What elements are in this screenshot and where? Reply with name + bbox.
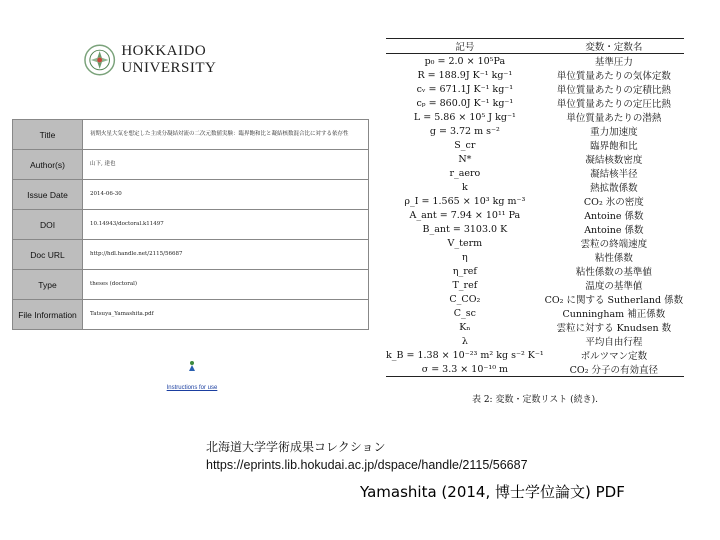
table-row	[386, 96, 684, 110]
metadata-value: http://hdl.handle.net/2115/56687	[83, 240, 369, 270]
variable-name-cell: 臨界飽和比	[590, 141, 638, 152]
university-crest-icon	[82, 42, 117, 78]
symbol-cell: ρ_I = 1.565 × 10³ kg m⁻³	[404, 195, 526, 207]
table-row	[386, 152, 684, 166]
metadata-row	[13, 210, 369, 240]
table-row	[386, 278, 684, 292]
table-row	[386, 124, 684, 138]
variable-name-cell: Antoine 係数	[584, 211, 644, 222]
col-header-name: 変数・定数名	[544, 39, 684, 54]
table-row	[386, 236, 684, 250]
table-caption: 表 2: 変数・定数リスト (続き).	[471, 395, 599, 405]
citation: Yamashita (2014, 博士学位論文) PDF	[360, 483, 625, 501]
symbol-cell: cₚ = 860.0J K⁻¹ kg⁻¹	[416, 97, 514, 109]
metadata-label: Type	[13, 270, 83, 300]
university-name: HOKKAIDO UNIVERSITY	[121, 43, 217, 76]
table-row	[386, 250, 684, 264]
table-row	[386, 180, 684, 194]
variable-name-cell: 凝結核半径	[590, 169, 638, 180]
variable-name-cell: 単位質量あたりの定積比熱	[556, 85, 671, 96]
metadata-value: theses (doctoral)	[83, 270, 369, 300]
variable-name-cell: Cunningham 補正係数	[562, 309, 666, 320]
variable-name-cell: CO₂ 氷の密度	[583, 197, 644, 208]
metadata-value: 10.14943/doctoral.k11497	[83, 210, 369, 240]
metadata-row	[13, 180, 369, 210]
symbol-cell: k	[461, 181, 468, 193]
symbol-cell: T_ref	[452, 279, 478, 291]
variable-name-cell: 粘性係数	[594, 253, 633, 264]
metadata-label: DOI	[13, 210, 83, 240]
metadata-table	[12, 119, 369, 330]
metadata-value: 山下, 達也	[83, 150, 369, 180]
variable-name-cell: 単位質量あたりの気体定数	[556, 71, 671, 82]
symbol-cell: R = 188.9J K⁻¹ kg⁻¹	[417, 69, 513, 81]
metadata-row	[13, 270, 369, 300]
symbol-cell: r_aero	[449, 167, 481, 179]
metadata-label: File Information	[13, 300, 83, 330]
symbol-cell: cᵥ = 671.1J K⁻¹ kg⁻¹	[416, 83, 514, 95]
repository-name: 北海道大学学術成果コレクション	[206, 440, 386, 454]
variable-name-cell: 熱拡散係数	[590, 183, 638, 194]
symbol-cell: η	[462, 251, 468, 263]
table-row	[386, 208, 684, 222]
table-row	[386, 306, 684, 320]
table-row	[386, 320, 684, 334]
repository-url[interactable]: https://eprints.lib.hokudai.ac.jp/dspace/handle/2115/56687	[206, 458, 528, 472]
symbol-cell: L = 5.86 × 10⁵ J kg⁻¹	[413, 111, 516, 123]
variable-name-cell: 雲粒の終端速度	[580, 239, 648, 250]
variable-name-cell: CO₂ 分子の有効直径	[544, 362, 684, 377]
metadata-label: Author(s)	[13, 150, 83, 180]
instructions-icon	[186, 360, 198, 372]
variable-name-cell: 雲粒に対する Knudsen 数	[556, 323, 672, 334]
table-row	[386, 54, 684, 69]
symbol-cell: V_term	[447, 237, 483, 249]
symbol-cell: η_ref	[452, 265, 477, 277]
variable-name-cell: 凝結核数密度	[585, 155, 643, 166]
metadata-label: Issue Date	[13, 180, 83, 210]
symbol-cell: λ	[461, 335, 468, 347]
instructions-label[interactable]: Instructions for use	[166, 385, 218, 391]
symbol-cell: N*	[458, 153, 472, 165]
symbol-cell: Kₙ	[459, 321, 471, 333]
metadata-value: 初期火星大気を想定した主成分凝結対流の二次元数値実験：臨界飽和比と凝結核数混合比に対する依存性	[83, 120, 369, 150]
symbol-cell: k_B = 1.38 × 10⁻²³ m² kg s⁻² K⁻¹	[386, 349, 544, 361]
symbol-cell: σ = 3.3 × 10⁻¹⁰ m	[386, 362, 544, 377]
table-row	[386, 348, 684, 362]
variable-name-cell: 平均自由行程	[585, 337, 643, 348]
table-row	[386, 166, 684, 180]
instructions-link[interactable]	[160, 360, 224, 393]
table-row	[386, 110, 684, 124]
symbol-cell: S_cr	[454, 139, 476, 151]
symbol-cell: C_sc	[453, 307, 476, 319]
metadata-label: Doc URL	[13, 240, 83, 270]
metadata-row	[13, 120, 369, 150]
table-row	[386, 264, 684, 278]
table-row	[386, 222, 684, 236]
metadata-value: Tatsuya_Yamashita.pdf	[83, 300, 369, 330]
symbol-cell: p₀ = 2.0 × 10⁵Pa	[424, 55, 506, 67]
table-row	[386, 138, 684, 152]
metadata-value: 2014-06-30	[83, 180, 369, 210]
variable-name-cell: 基準圧力	[594, 57, 633, 68]
col-header-symbol: 記号	[386, 39, 544, 54]
symbol-cell: B_ant = 3103.0 K	[422, 223, 508, 235]
variable-name-cell: 粘性係数の基準値	[575, 267, 652, 278]
table-row	[386, 362, 684, 377]
variables-table	[386, 38, 684, 377]
metadata-label: Title	[13, 120, 83, 150]
symbol-cell: A_ant = 7.94 × 10¹¹ Pa	[409, 209, 521, 221]
table-row	[386, 68, 684, 82]
variable-name-cell: ボルツマン定数	[580, 351, 648, 362]
symbol-cell: g = 3.72 m s⁻²	[429, 125, 500, 137]
variable-name-cell: 単位質量あたりの潜熱	[566, 113, 662, 124]
table-row	[386, 194, 684, 208]
table-row	[386, 292, 684, 306]
symbol-cell: C_CO₂	[449, 293, 481, 305]
variable-name-cell: 重力加速度	[590, 127, 638, 138]
variable-name-cell: CO₂ に関する Sutherland 係数	[544, 295, 684, 306]
variable-name-cell: 温度の基準値	[585, 281, 643, 292]
metadata-row	[13, 150, 369, 180]
table-row	[386, 82, 684, 96]
variable-name-cell: Antoine 係数	[584, 225, 644, 236]
variable-name-cell: 単位質量あたりの定圧比熱	[556, 99, 671, 110]
table-row	[386, 334, 684, 348]
metadata-row	[13, 300, 369, 330]
university-logo	[82, 40, 302, 80]
metadata-row	[13, 240, 369, 270]
